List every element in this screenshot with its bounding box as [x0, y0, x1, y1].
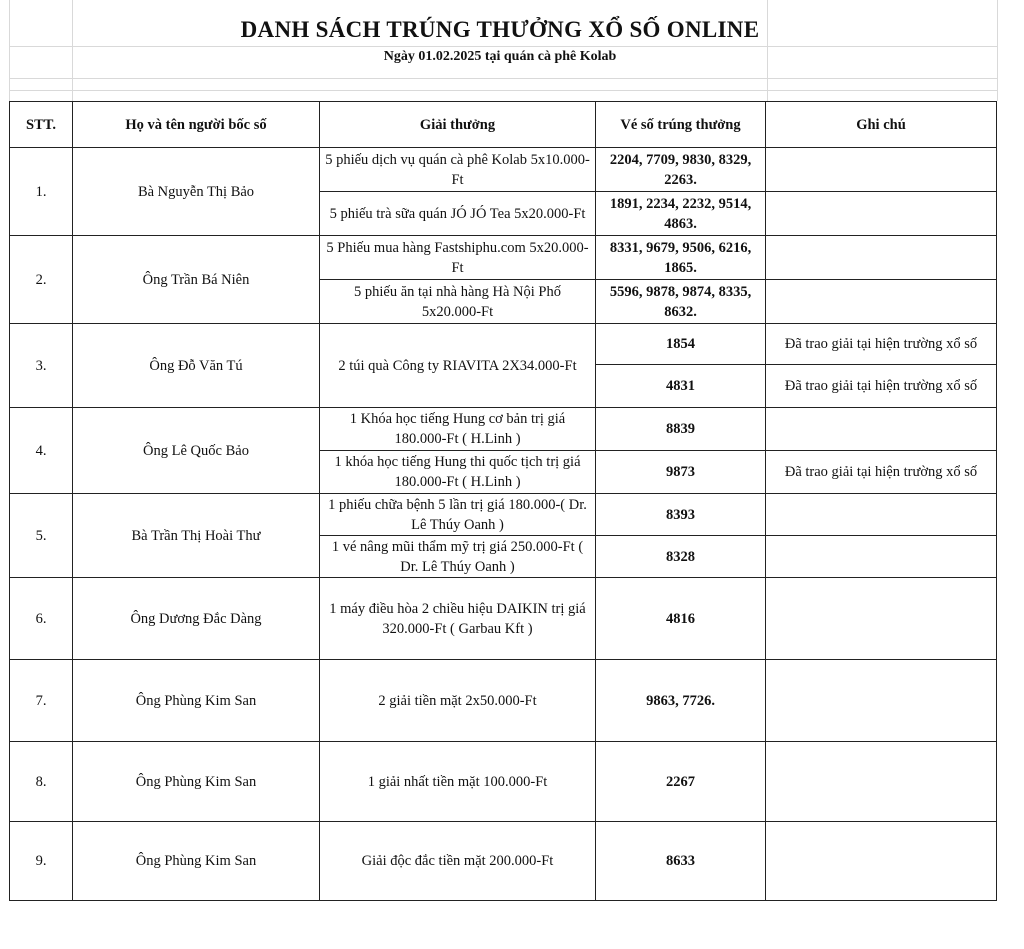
cell-stt: 9.	[10, 822, 73, 901]
cell-prize: 1 giải nhất tiền mặt 100.000-Ft	[320, 742, 596, 822]
cell-tickets: 1891, 2234, 2232, 9514, 4863.	[596, 192, 766, 236]
cell-prize: 2 giải tiền mặt 2x50.000-Ft	[320, 660, 596, 742]
cell-note	[766, 494, 997, 536]
cell-tickets: 2267	[596, 742, 766, 822]
cell-tickets: 5596, 9878, 9874, 8335, 8632.	[596, 280, 766, 324]
cell-prize: Giải độc đắc tiền mặt 200.000-Ft	[320, 822, 596, 901]
cell-note	[766, 280, 997, 324]
cell-tickets: 8331, 9679, 9506, 6216, 1865.	[596, 236, 766, 280]
page-subtitle: Ngày 01.02.2025 tại quán cà phê Kolab	[383, 49, 617, 64]
cell-tickets: 8839	[596, 408, 766, 451]
cell-note	[766, 408, 997, 451]
table-row	[10, 822, 997, 901]
cell-prize: 1 vé nâng mũi thẩm mỹ trị giá 250.000-Ft ( Dr. Lê Thúy Oanh )	[320, 536, 596, 578]
table-row	[10, 660, 997, 742]
cell-note	[766, 236, 997, 280]
cell-note	[766, 742, 997, 822]
cell-stt: 7.	[10, 660, 73, 742]
header-stt: STT.	[10, 102, 73, 148]
cell-stt: 2.	[10, 236, 73, 324]
cell-name: Ông Trần Bá Niên	[73, 236, 320, 324]
cell-note: Đã trao giải tại hiện trường xổ số	[766, 451, 997, 494]
cell-note	[766, 578, 997, 660]
grid-line	[9, 78, 998, 79]
cell-prize: 2 túi quà Công ty RIAVITA 2X34.000-Ft	[320, 324, 596, 408]
cell-name: Ông Phùng Kim San	[73, 742, 320, 822]
cell-name: Ông Lê Quốc Bảo	[73, 408, 320, 494]
cell-note	[766, 148, 997, 192]
cell-tickets: 8393	[596, 494, 766, 536]
table-row	[10, 324, 997, 365]
table-row	[10, 494, 997, 536]
cell-prize: 1 Khóa học tiếng Hung cơ bản trị giá 180.000-Ft ( H.Linh )	[320, 408, 596, 451]
cell-tickets: 9863, 7726.	[596, 660, 766, 742]
cell-name: Ông Phùng Kim San	[73, 822, 320, 901]
cell-tickets: 8633	[596, 822, 766, 901]
cell-prize: 5 phiếu trà sữa quán JÓ JÓ Tea 5x20.000-Ft	[320, 192, 596, 236]
winners-table	[9, 101, 997, 901]
cell-note	[766, 660, 997, 742]
cell-prize: 1 máy điều hòa 2 chiều hiệu DAIKIN trị giá 320.000-Ft ( Garbau Kft )	[320, 578, 596, 660]
cell-stt: 1.	[10, 148, 73, 236]
cell-stt: 5.	[10, 494, 73, 578]
header-tickets: Vé số trúng thưởng	[596, 102, 766, 148]
cell-prize: 5 phiếu dịch vụ quán cà phê Kolab 5x10.000-Ft	[320, 148, 596, 192]
table-row	[10, 236, 997, 280]
cell-name: Bà Trần Thị Hoài Thư	[73, 494, 320, 578]
page-title: DANH SÁCH TRÚNG THƯỞNG XỔ SỐ ONLINE	[240, 17, 760, 42]
cell-stt: 6.	[10, 578, 73, 660]
cell-prize: 1 phiếu chữa bệnh 5 lần trị giá 180.000-( Dr. Lê Thúy Oanh )	[320, 494, 596, 536]
cell-tickets: 9873	[596, 451, 766, 494]
cell-stt: 8.	[10, 742, 73, 822]
cell-note	[766, 822, 997, 901]
table-row	[10, 578, 997, 660]
cell-stt: 3.	[10, 324, 73, 408]
cell-note	[766, 192, 997, 236]
table-row	[10, 408, 997, 451]
cell-prize: 5 phiếu ăn tại nhà hàng Hà Nội Phố 5x20.000-Ft	[320, 280, 596, 324]
cell-tickets: 1854	[596, 324, 766, 365]
header-prize: Giải thưởng	[320, 102, 596, 148]
cell-prize: 5 Phiếu mua hàng Fastshiphu.com 5x20.000-Ft	[320, 236, 596, 280]
cell-name: Ông Dương Đắc Dàng	[73, 578, 320, 660]
cell-tickets: 2204, 7709, 9830, 8329, 2263.	[596, 148, 766, 192]
table-header-row	[10, 102, 997, 148]
table-row	[10, 148, 997, 192]
header-name: Họ và tên người bốc số	[73, 102, 320, 148]
cell-note	[766, 536, 997, 578]
table-row	[10, 742, 997, 822]
cell-prize: 1 khóa học tiếng Hung thi quốc tịch trị giá 180.000-Ft ( H.Linh )	[320, 451, 596, 494]
cell-tickets: 4831	[596, 365, 766, 408]
cell-tickets: 4816	[596, 578, 766, 660]
cell-name: Ông Phùng Kim San	[73, 660, 320, 742]
grid-line	[9, 46, 998, 47]
cell-name: Ông Đỗ Văn Tú	[73, 324, 320, 408]
header-note: Ghi chú	[766, 102, 997, 148]
cell-name: Bà Nguyễn Thị Bảo	[73, 148, 320, 236]
grid-line	[9, 90, 998, 91]
cell-tickets: 8328	[596, 536, 766, 578]
cell-stt: 4.	[10, 408, 73, 494]
cell-note: Đã trao giải tại hiện trường xổ số	[766, 365, 997, 408]
cell-note: Đã trao giải tại hiện trường xổ số	[766, 324, 997, 365]
